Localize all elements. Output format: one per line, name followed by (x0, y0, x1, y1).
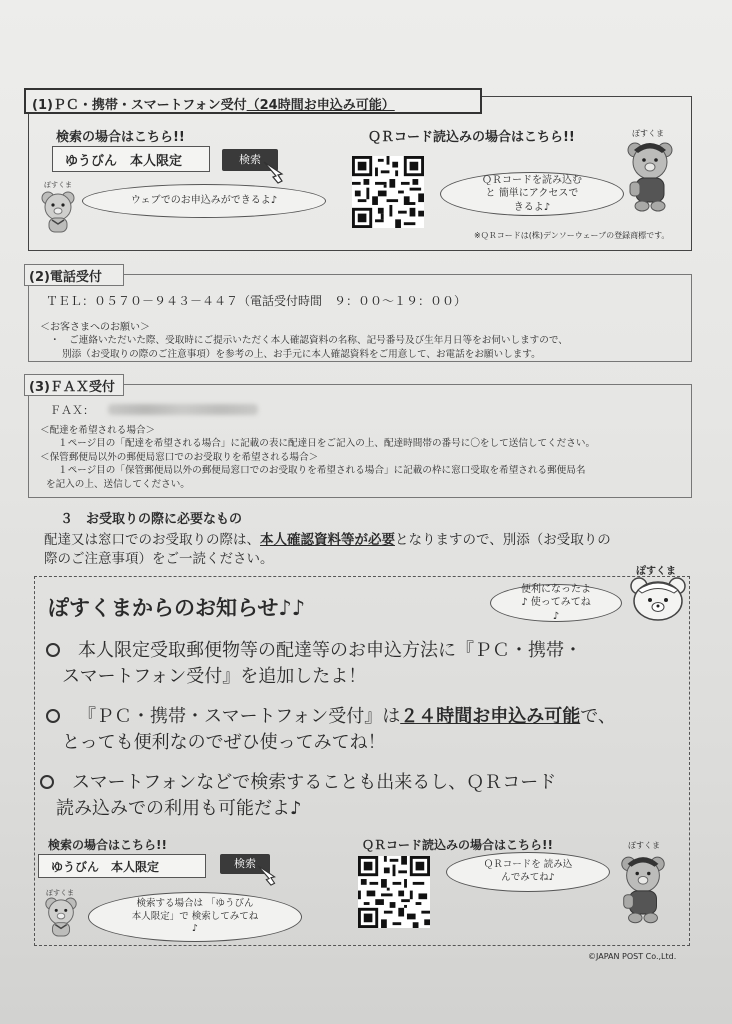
section1-qr-bubble: ＱＲコードを読み込むと 簡単にアクセスできるよ♪ (440, 172, 624, 216)
notice-qr-label: ＱＲコード読込みの場合はこちら!! (362, 838, 553, 852)
bear-face-icon (628, 576, 688, 622)
required-text1-a: 配達又は窓口でのお受取りの際は、 (44, 532, 260, 548)
notice-bubble: 便利になったよ♪ 使ってみてね♪ (490, 584, 622, 622)
section2-tel-line[interactable]: ＴＥＬ：０５７０－９４３－４４７（電話受付時間 ９：００～１９：００） (46, 294, 467, 308)
notice-search-button[interactable]: 検索 (220, 854, 270, 874)
required-text1-c: となりますので、別添（お受取りの (395, 532, 611, 548)
notice-item2-line2: とっても便利なのでぜひ使ってみてね！ (62, 732, 386, 753)
notice-item3-line1: スマートフォンなどで検索することも出来るし、ＱＲコード (72, 772, 557, 793)
bullet-circle-icon (40, 775, 54, 789)
section3-counter-text1: １ページ目の「保管郵便局以外の郵便局窓口でのお受取りを希望される場合」に記載の枠に窓口受取を希望される郵便局名 (58, 465, 586, 476)
notice-item2 (46, 702, 616, 728)
notice-qr-code[interactable] (358, 856, 430, 928)
cursor-arrow-icon (256, 864, 284, 886)
section3-fax-label: ＦＡＸ： (50, 404, 94, 417)
bear-mascot-with-cap-icon (622, 136, 678, 214)
notice-item3-line2: 読み込みでの利用も可能だよ♪ (56, 798, 302, 819)
fax-number-blurred (108, 404, 258, 415)
notice-item2-a: 『ＰＣ・携帯・スマートフォン受付』は (78, 706, 401, 727)
notice-item1-line1: 本人限定受取郵便物等の配達等のお申込方法に『ＰＣ・携帯・ (78, 640, 582, 661)
notice-item2-emphasis: ２４時間お申込み可能 (400, 706, 581, 727)
section2-heading: (2)電話受付 (24, 264, 124, 286)
notice-search-bubble: 検索する場合は 「ゆうびん 本人限定」で 検索してみてね♪ (88, 892, 302, 942)
footer-copyright: ©JAPAN POST Co.,Ltd. (588, 952, 677, 961)
bear-mascot-with-cap-icon (616, 850, 670, 926)
required-heading: ３ お受取りの際に必要なもの (60, 512, 243, 527)
section3-delivery-title: ＜配達を希望される場合＞ (40, 425, 156, 436)
section1-heading-highlight: （24時間お申込み可能） (246, 98, 395, 113)
notice-search-field[interactable]: ゆうびん 本人限定 (38, 854, 206, 878)
required-text2: 際のご注意事項）をご一読ください。 (44, 551, 274, 567)
cursor-arrow-icon (262, 160, 292, 184)
section1-mascot-small-label: ぽすくま (44, 181, 72, 189)
section3-counter-title: ＜保管郵便局以外の郵便局窓口でのお受取りを希望される場合＞ (40, 452, 319, 463)
section2-request-title: ＜お客さまへのお願い＞ (40, 322, 150, 333)
notice-item2-c: で、 (580, 706, 616, 727)
section3-counter-text2: を記入の上、送信してください。 (46, 479, 190, 490)
notice-item1-line2: スマートフォン受付』を追加したよ！ (62, 666, 367, 687)
section1-heading-prefix: (1)ＰＣ・携帯・スマートフォン受付 (32, 98, 247, 113)
section1-qr-code[interactable] (352, 156, 424, 228)
bullet-circle-icon (46, 643, 60, 657)
section2-request-line1: ・ ご連絡いただいた際、受取時にご提示いただく本人確認資料の名称、記号番号及び生年月日等をお伺いしますので、 (50, 335, 568, 346)
section3-heading: (3)ＦＡＸ受付 (24, 374, 124, 396)
notice-mascot-label: ぽすくま (636, 566, 676, 577)
bear-mascot-icon (42, 896, 80, 938)
section1-search-label: 検索の場合はこちら!! (56, 130, 185, 145)
notice-item1 (46, 636, 582, 662)
section1-qr-label: ＱＲコード読込みの場合はこちら!! (368, 130, 575, 145)
section1-mascot-label: ぽすくま (632, 129, 664, 138)
section1-trademark-note: ※ＱＲコードは(株)デンソーウェーブの登録商標です。 (474, 231, 670, 240)
section1-heading (24, 88, 482, 114)
section2-request-line2: 別添（お受取りの際のご注意事項）を参考の上、お手元に本人確認資料をご用意して、お電話をお願いします。 (62, 349, 541, 360)
required-text1 (44, 528, 611, 548)
notice-title: ぽすくまからのお知らせ♪♪ (48, 596, 306, 620)
required-text1-emphasis: 本人確認資料等が必要 (260, 532, 395, 548)
section1-search-button[interactable]: 検索 (222, 149, 278, 171)
bullet-circle-icon (46, 709, 60, 723)
notice-mascot2-label: ぽすくま (628, 841, 660, 850)
notice-item3 (40, 768, 556, 794)
section1-search-field[interactable]: ゆうびん 本人限定 (52, 146, 210, 172)
section3-delivery-text: １ページ目の「配達を希望される場合」に記載の表に配達日をご記入の上、配達時間帯の番号に〇をして送信してください。 (58, 438, 596, 449)
section1-web-bubble: ウェブでのお申込みができるよ♪ (82, 184, 326, 218)
notice-qr-bubble: ＱＲコードを 読み込んでみてね♪ (446, 852, 610, 892)
notice-mascot-small-label: ぽすくま (46, 889, 74, 897)
notice-search-label: 検索の場合はこちら!! (48, 838, 167, 852)
bear-mascot-icon (38, 190, 78, 234)
